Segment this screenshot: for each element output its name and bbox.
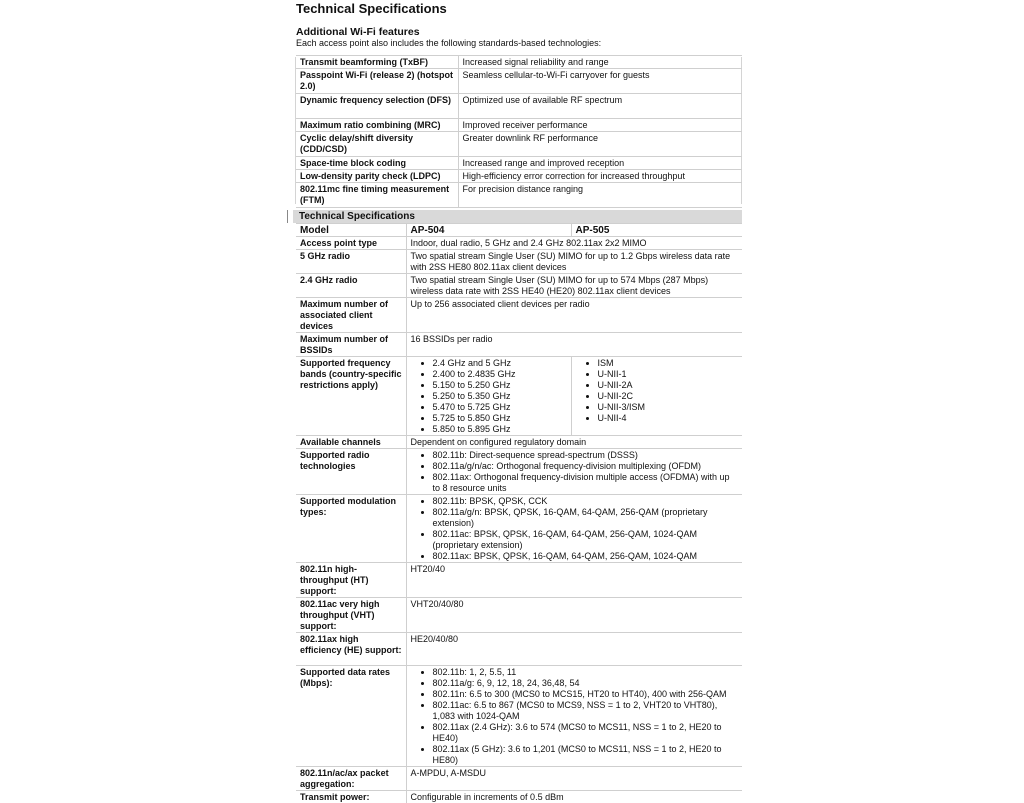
wifi-features-intro: Each access point also includes the following standards-based technologies: [296, 38, 601, 48]
spec-name: Supported modulation types: [296, 495, 406, 563]
band-designation-list [571, 357, 742, 436]
list-item: • 802.11b: Direct-sequence spread-spectrum (DSSS) [433, 450, 740, 461]
table-row [296, 633, 742, 666]
feature-name: Passpoint Wi-Fi (release 2) (hotspot 2.0) [296, 69, 458, 94]
spec-name: Supported frequency bands (country-specific restrictions apply) [296, 357, 406, 436]
spec-value: A-MPDU, A-MSDU [406, 767, 742, 791]
spec-value: 16 BSSIDs per radio [406, 333, 742, 357]
list-item: • 802.11b: BPSK, QPSK, CCK [433, 496, 740, 507]
table-row [296, 132, 742, 157]
table-row [296, 666, 742, 767]
spec-name: Access point type [296, 237, 406, 250]
table-row [296, 598, 742, 633]
section-bar-marker [287, 210, 288, 223]
modulation-type-list [406, 495, 742, 563]
table-header-row [296, 224, 742, 237]
list-item: • 2.400 to 2.4835 GHz [433, 369, 568, 380]
table-row [296, 157, 742, 170]
feature-name: Cyclic delay/shift diversity (CDD/CSD) [296, 132, 458, 157]
list-item: • 802.11n: 6.5 to 300 (MCS0 to MCS15, HT20 to HT40), 400 with 256-QAM [433, 689, 740, 700]
table-row [296, 298, 742, 333]
table-row [296, 767, 742, 791]
spec-name: 802.11ac very high throughput (VHT) support: [296, 598, 406, 633]
spec-value: Dependent on configured regulatory domain [406, 436, 742, 449]
feature-benefit: Increased signal reliability and range [458, 56, 742, 69]
data-rate-list [406, 666, 742, 767]
table-row [296, 495, 742, 563]
list-item: • 5.150 to 5.250 GHz [433, 380, 568, 391]
spec-name: 802.11ax high efficiency (HE) support: [296, 633, 406, 666]
spec-name: 802.11n high-throughput (HT) support: [296, 563, 406, 598]
table-row [296, 250, 742, 274]
spec-value: Configurable in increments of 0.5 dBm [406, 791, 742, 803]
spec-value: HT20/40 [406, 563, 742, 598]
list-item: • 5.470 to 5.725 GHz [433, 402, 568, 413]
table-row [296, 333, 742, 357]
feature-name: Low-density parity check (LDPC) [296, 170, 458, 183]
list-item: • 802.11ax (2.4 GHz): 3.6 to 574 (MCS0 to MCS11, NSS = 1 to 2, HE20 to HE40) [433, 722, 740, 744]
list-item: • ISM [598, 358, 740, 369]
feature-name: Maximum ratio combining (MRC) [296, 119, 458, 132]
spec-name: Maximum number of BSSIDs [296, 333, 406, 357]
column-header-model: Model [296, 224, 406, 237]
radio-technology-list [406, 449, 742, 495]
table-row [296, 237, 742, 250]
list-item: • U-NII-1 [598, 369, 740, 380]
table-row [296, 357, 742, 436]
table-row [296, 56, 742, 69]
spec-name: Maximum number of associated client devices [296, 298, 406, 333]
wifi-features-table [296, 55, 742, 208]
feature-benefit: For precision distance ranging [458, 183, 742, 208]
spec-name: 802.11n/ac/ax packet aggregation: [296, 767, 406, 791]
spec-value: HE20/40/80 [406, 633, 742, 666]
list-item: • U-NII-2C [598, 391, 740, 402]
feature-name: Transmit beamforming (TxBF) [296, 56, 458, 69]
list-item: • 5.850 to 5.895 GHz [433, 424, 568, 435]
list-item: • 2.4 GHz and 5 GHz [433, 358, 568, 369]
spec-name: 2.4 GHz radio [296, 274, 406, 298]
spec-name: 5 GHz radio [296, 250, 406, 274]
table-row [296, 183, 742, 208]
spec-name: Supported radio technologies [296, 449, 406, 495]
list-item: • U-NII-4 [598, 413, 740, 424]
table-row [296, 449, 742, 495]
table-row [296, 94, 742, 119]
list-item: • 802.11ax: Orthogonal frequency-division multiple access (OFDMA) with up to 8 resource units [433, 472, 740, 494]
table-row [296, 436, 742, 449]
wifi-features-heading: Additional Wi-Fi features [296, 26, 420, 38]
table-row [296, 274, 742, 298]
list-item: • 802.11ac: BPSK, QPSK, 16-QAM, 64-QAM, 256-QAM, 1024-QAM (proprietary extension) [433, 529, 740, 551]
list-item: • U-NII-3/ISM [598, 402, 740, 413]
spec-value: Indoor, dual radio, 5 GHz and 2.4 GHz 802.11ax 2x2 MIMO [406, 237, 742, 250]
list-item: • U-NII-2A [598, 380, 740, 391]
list-item: • 802.11a/g/n/ac: Orthogonal frequency-division multiplexing (OFDM) [433, 461, 740, 472]
table-row [296, 119, 742, 132]
list-item: • 802.11a/g/n: BPSK, QPSK, 16-QAM, 64-QAM, 256-QAM (proprietary extension) [433, 507, 740, 529]
page-title: Technical Specifications [296, 1, 447, 16]
list-item: • 802.11ax: BPSK, QPSK, 16-QAM, 64-QAM, 256-QAM, 1024-QAM [433, 551, 740, 562]
spec-name: Supported data rates (Mbps): [296, 666, 406, 767]
list-item: • 5.725 to 5.850 GHz [433, 413, 568, 424]
feature-name: Space-time block coding [296, 157, 458, 170]
table-row [296, 563, 742, 598]
feature-name: 802.11mc fine timing measurement (FTM) [296, 183, 458, 208]
spec-name: Transmit power: [296, 791, 406, 803]
list-item: • 802.11ac: 6.5 to 867 (MCS0 to MCS9, NSS = 1 to 2, VHT20 to VHT80), 1,083 with 1024-QAM [433, 700, 740, 722]
feature-benefit: Seamless cellular-to-Wi-Fi carryover for guests [458, 69, 742, 94]
column-header-ap504: AP-504 [406, 224, 571, 237]
feature-benefit: Optimized use of available RF spectrum [458, 94, 742, 119]
feature-name: Dynamic frequency selection (DFS) [296, 94, 458, 119]
feature-benefit: Improved receiver performance [458, 119, 742, 132]
table-row [296, 170, 742, 183]
feature-benefit: Greater downlink RF performance [458, 132, 742, 157]
frequency-band-list [406, 357, 571, 436]
section-bar [287, 210, 742, 223]
section-bar-label: Technical Specifications [299, 211, 415, 222]
table-row [296, 791, 742, 803]
list-item: • 5.250 to 5.350 GHz [433, 391, 568, 402]
column-header-ap505: AP-505 [571, 224, 742, 237]
list-item: • 802.11a/g: 6, 9, 12, 18, 24, 36,48, 54 [433, 678, 740, 689]
table-row [296, 69, 742, 94]
specs-table [296, 223, 742, 803]
spec-value: Two spatial stream Single User (SU) MIMO for up to 1.2 Gbps wireless data rate with 2SS HE80 802.11ax client devices [406, 250, 742, 274]
feature-benefit: Increased range and improved reception [458, 157, 742, 170]
list-item: • 802.11b: 1, 2, 5.5, 11 [433, 667, 740, 678]
feature-benefit: High-efficiency error correction for increased throughput [458, 170, 742, 183]
list-item: • 802.11ax (5 GHz): 3.6 to 1,201 (MCS0 to MCS11, NSS = 1 to 2, HE20 to HE80) [433, 744, 740, 766]
spec-value: VHT20/40/80 [406, 598, 742, 633]
spec-value: Two spatial stream Single User (SU) MIMO for up to 574 Mbps (287 Mbps) wireless data rate with 2SS HE40 (HE20) 802.11ax client devices [406, 274, 742, 298]
spec-value: Up to 256 associated client devices per radio [406, 298, 742, 333]
spec-name: Available channels [296, 436, 406, 449]
